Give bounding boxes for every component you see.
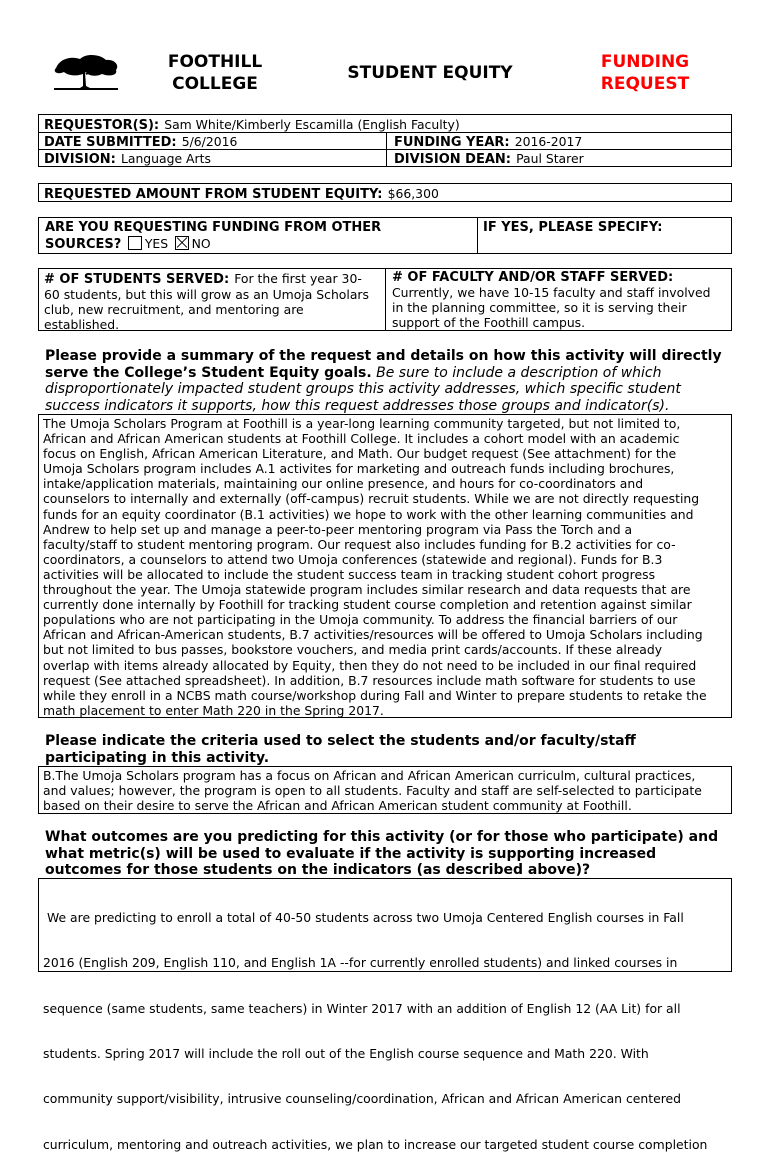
summary-line: populations who are not participating in the Umoja community. To address the financial barriers of our xyxy=(43,612,678,628)
summary-line: coordinators, a counselors to attend two Umoja conferences (statewide and regional). Funds for B.3 xyxy=(43,551,663,567)
outcomes-line: curriculum, mentoring and outreach activities, we plan to increase our targeted student course completion xyxy=(43,1136,708,1152)
summary-line: focus on English, African American Literature, and Math. Our budget request (See attachment) for the xyxy=(43,446,677,462)
requestors-label: REQUESTOR(S): xyxy=(44,118,160,133)
column-divider xyxy=(386,132,387,166)
criteria-line: B.The Umoja Scholars program has a focus on African and African American curriculm, cultural practices, xyxy=(43,768,696,783)
summary-line: throughout the year. The Umoja statewide program includes similar research and data requests that are xyxy=(43,582,691,598)
summary-line: request (See attached spreadsheet). In addition, B.7 resources include math software for students to use xyxy=(43,672,696,688)
summary-line: Umoja Scholars program includes A.1 activites for marketing and outreach funds including brochures, xyxy=(43,461,675,477)
summary-line: funds for an equity coordinator (B.1 activities) we hope to work with the other learning communities and xyxy=(43,506,694,522)
students-served-line3: club, new recruitment, and mentoring are xyxy=(44,302,304,317)
faculty-served xyxy=(392,270,728,330)
served-box xyxy=(38,268,732,331)
summary-question-line2: serve the College’s Student Equity goals. xyxy=(45,364,372,381)
outcomes-question xyxy=(45,829,735,879)
college-logo xyxy=(50,50,122,94)
funding-request-line1: FUNDING xyxy=(600,52,690,72)
summary-line: counselors to internally and externally (off-campus) recruit students. While we are not directly requesting xyxy=(43,491,700,507)
criteria-line: and values; however, the program is open to all students. Faculty and staff are self-selected to participate xyxy=(43,783,702,799)
outcomes-line: students. Spring 2017 will include the roll out of the English course sequence and Math 220. With xyxy=(43,1046,649,1062)
criteria-question-line1: Please indicate the criteria used to select the students and/or faculty/staff xyxy=(45,733,636,749)
funding-year-label: FUNDING YEAR: xyxy=(394,135,510,150)
specify-label: IF YES, PLEASE SPECIFY: xyxy=(483,220,663,235)
yes-checkbox[interactable] xyxy=(128,236,142,250)
college-name-line1: FOOTHILL xyxy=(167,52,263,72)
faculty-served-line2: in the planning committee, so it is serving their xyxy=(392,300,687,315)
other-sources-question-line2: SOURCES? xyxy=(45,237,122,252)
funding-year-value: 2016-2017 xyxy=(514,134,583,149)
outcomes-question-line2: what metric(s) will be used to evaluate if the activity is supporting increased xyxy=(45,845,657,862)
no-label: NO xyxy=(191,236,211,251)
outcomes-line: We are predicting to enroll a total of 40-50 students across two Umoja Centered English courses in Fall xyxy=(43,910,684,926)
division-label: DIVISION: xyxy=(44,152,116,167)
summary-line: activities will be allocated to include the student success team in tracking student cohort progress xyxy=(43,566,656,582)
criteria-line: based on their desire to serve the African and African American student community at Foothill. xyxy=(43,798,632,814)
division-value: Language Arts xyxy=(120,151,211,166)
summary-question-line3: disproportionately impacted student groups this activity addresses, which specific student xyxy=(45,381,681,398)
requestor-info-box xyxy=(38,114,732,167)
outcomes-line: 2016 (English 209, English 110, and English 1A --for currently enrolled students) and linked courses in xyxy=(43,955,678,971)
amount-value: $66,300 xyxy=(387,186,439,201)
outcomes-answer-box[interactable] xyxy=(38,878,732,1152)
summary-question-line2-italic: Be sure to include a description of which xyxy=(376,364,662,381)
summary-question xyxy=(45,348,735,414)
summary-question-line1: Please provide a summary of the request and details on how this activity will directly xyxy=(45,348,722,364)
summary-line: while they enroll in a NCBS math course/workshop during Fall and Winter to prepare students to retake the xyxy=(43,687,707,703)
outcomes-line: sequence (same students, same teachers) in Winter 2017 with an addition of English 12 (AA Lit) for all xyxy=(43,1000,681,1016)
page-title: STUDENT EQUITY xyxy=(347,63,513,83)
summary-line: intake/application materials, maintaining our online presence, and hours for co-coordinators and xyxy=(43,476,644,492)
summary-answer-box[interactable] xyxy=(38,414,732,718)
requested-amount-box xyxy=(38,183,732,202)
college-name-line2: COLLEGE xyxy=(172,74,258,94)
date-label: DATE SUBMITTED: xyxy=(44,135,177,150)
criteria-question xyxy=(45,733,735,766)
faculty-served-line1: Currently, we have 10-15 faculty and staff involved xyxy=(392,285,711,300)
amount-label: REQUESTED AMOUNT FROM STUDENT EQUITY: xyxy=(44,187,383,202)
college-name xyxy=(152,51,278,95)
criteria-question-line2: participating in this activity. xyxy=(45,749,270,766)
outcomes-question-line3: outcomes for those students on the indicators (as described above)? xyxy=(45,862,591,879)
requestors-value: Sam White/Kimberly Escamilla (English Faculty) xyxy=(164,117,460,132)
other-sources-question xyxy=(45,220,381,253)
no-checkbox[interactable] xyxy=(175,236,189,250)
summary-line: currently done internally by Foothill for tracking student course completion and retention against similar xyxy=(43,597,692,613)
faculty-served-label: # OF FACULTY AND/OR STAFF SERVED: xyxy=(392,270,674,285)
students-served-line4: established. xyxy=(44,317,120,332)
summary-line: Andrew to help set up and manage a peer-to-peer mentoring program via Pass the Torch and a xyxy=(43,521,633,537)
criteria-answer-box[interactable] xyxy=(38,766,732,814)
outcomes-question-line1: What outcomes are you predicting for this activity (or for those who participate) and xyxy=(45,829,719,845)
other-sources-box xyxy=(38,217,732,254)
yes-label: YES xyxy=(144,236,169,251)
funding-request-title xyxy=(575,51,715,95)
faculty-served-line3: support of the Foothill campus. xyxy=(392,315,586,330)
outcomes-line: community support/visibility, intrusive counseling/coordination, African and African American centered xyxy=(43,1091,682,1107)
summary-line: math placement to enter Math 220 in the Spring 2017. xyxy=(43,702,384,718)
tree-logo-icon xyxy=(50,50,122,94)
summary-line: but not limited to bus passes, bookstore vouchers, and media print cards/accounts. If these already xyxy=(43,642,663,658)
students-served-label: # OF STUDENTS SERVED: xyxy=(44,272,230,287)
summary-question-line4: success indicators it supports, how this request addresses those groups and indicator(s). xyxy=(45,397,670,414)
funding-request-line2: REQUEST xyxy=(600,74,690,94)
column-divider xyxy=(477,218,478,253)
dean-value: Paul Starer xyxy=(516,151,584,166)
summary-line: faculty/staff to student mentoring program. Our request also includes funding for B.2 activities for co- xyxy=(43,536,676,552)
students-served xyxy=(44,270,382,332)
date-value: 5/6/2016 xyxy=(181,134,238,149)
summary-line: African and African-American students, B.7 activities/resources will be offered to Umoja Scholars including xyxy=(43,627,703,643)
summary-line: The Umoja Scholars Program at Foothill is a year-long learning community targeted, but not limited to, xyxy=(43,416,681,431)
dean-label: DIVISION DEAN: xyxy=(394,152,511,167)
students-served-line1: For the first year 30- xyxy=(234,271,362,286)
column-divider xyxy=(385,269,386,330)
summary-line: overlap with items already allocated by Equity, then they do not need to be included in our final required xyxy=(43,657,697,673)
summary-line: African and African American students at Foothill College. It includes a cohort model with an academic xyxy=(43,431,680,447)
other-sources-question-line1: ARE YOU REQUESTING FUNDING FROM OTHER xyxy=(45,220,382,235)
dean-row xyxy=(389,150,731,168)
students-served-line2: 60 students, but this will grow as an Umoja Scholars xyxy=(44,287,369,302)
